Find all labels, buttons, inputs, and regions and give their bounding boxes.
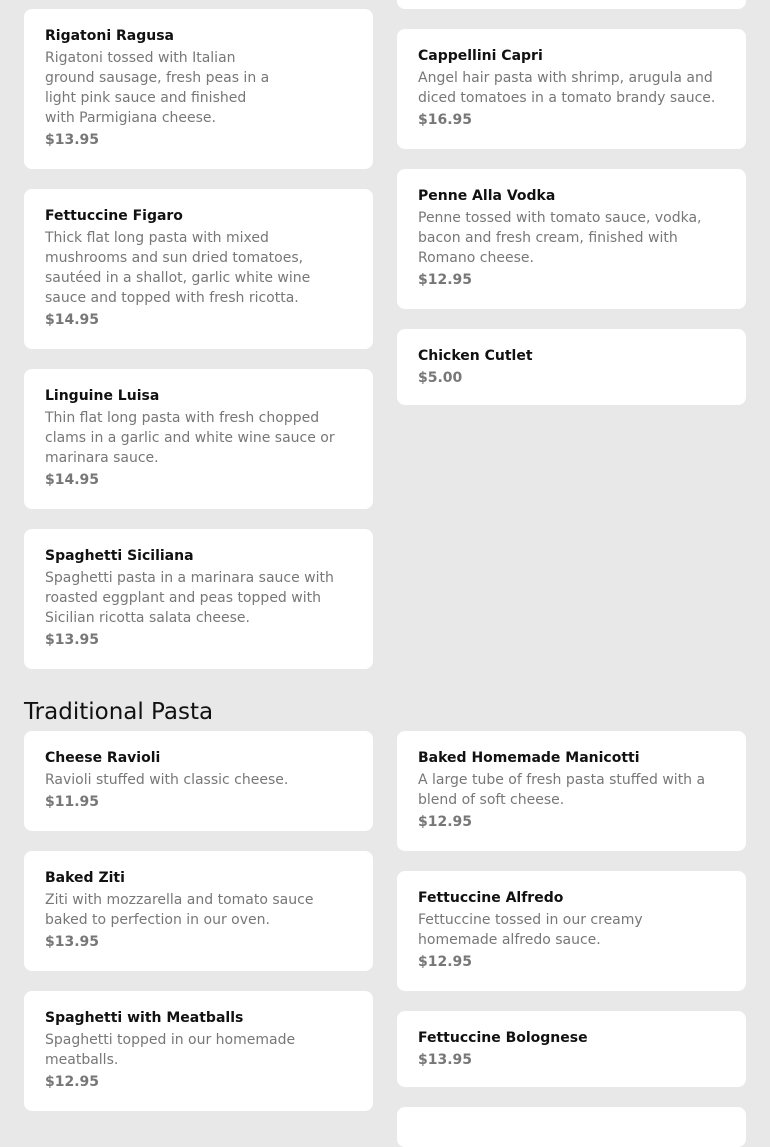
menu-item-card-partial[interactable]: [397, 1107, 746, 1147]
menu-item-description: Spaghetti pasta in a marinara sauce with roasted eggplant and peas topped with Sicilian ricotta salata cheese.: [45, 570, 334, 626]
menu-item-card[interactable]: [24, 529, 373, 669]
menu-item-description: Fettuccine tossed in our creamy homemade alfredo sauce.: [418, 912, 643, 948]
menu-item-card[interactable]: [24, 9, 373, 169]
menu-item-name: Rigatoni Ragusa: [45, 28, 174, 44]
menu-item-card[interactable]: [397, 329, 746, 405]
menu-item-price: $12.95: [418, 272, 473, 288]
menu-item-card[interactable]: [24, 991, 373, 1111]
menu-item-card[interactable]: [24, 731, 373, 831]
menu-item-name: Spaghetti Siciliana: [45, 548, 194, 564]
menu-item-price: $13.95: [418, 1052, 473, 1068]
menu-item-card[interactable]: [24, 189, 373, 349]
menu-item-description: A large tube of fresh pasta stuffed with a blend of soft cheese.: [418, 772, 706, 808]
menu-item-card[interactable]: [24, 851, 373, 971]
menu-item-name: Cappellini Capri: [418, 48, 543, 64]
menu-item-name: Chicken Cutlet: [418, 348, 533, 364]
menu-item-price: $13.95: [45, 632, 100, 648]
menu-item-card[interactable]: [397, 731, 746, 851]
menu-item-card-partial[interactable]: [397, 0, 746, 9]
menu-item-description: Ziti with mozzarella and tomato sauce baked to perfection in our oven.: [45, 892, 314, 928]
menu-item-name: Baked Homemade Manicotti: [418, 750, 640, 766]
menu-item-card[interactable]: [397, 29, 746, 149]
menu-item-name: Fettuccine Alfredo: [418, 890, 564, 906]
menu-item-name: Spaghetti with Meatballs: [45, 1010, 244, 1026]
menu-item-name: Baked Ziti: [45, 870, 125, 886]
menu-item-name: Linguine Luisa: [45, 388, 160, 404]
menu-item-price: $14.95: [45, 312, 100, 328]
menu-item-description: Spaghetti topped in our homemade meatballs.: [45, 1032, 296, 1068]
menu-item-price: $13.95: [45, 132, 100, 148]
menu-item-description: Thick flat long pasta with mixed mushrooms and sun dried tomatoes, sautéed in a shallot, garlic white wine sauce and topped with fresh ricotta.: [45, 230, 311, 306]
menu-item-price: $11.95: [45, 794, 100, 810]
menu-item-description: Angel hair pasta with shrimp, arugula and diced tomatoes in a tomato brandy sauce.: [418, 70, 716, 106]
menu-item-card[interactable]: [397, 1011, 746, 1087]
menu-item-name: Penne Alla Vodka: [418, 188, 556, 204]
menu-item-price: $16.95: [418, 112, 473, 128]
menu-item-description: Ravioli stuffed with classic cheese.: [45, 772, 289, 788]
menu-item-price: $13.95: [45, 934, 100, 950]
menu-item-price: $5.00: [418, 370, 463, 386]
menu-item-description: Penne tossed with tomato sauce, vodka, bacon and fresh cream, finished with Romano cheese.: [418, 210, 702, 266]
menu-item-description: Rigatoni tossed with Italian ground sausage, fresh peas in a light pink sauce and finished with Parmigiana cheese.: [45, 50, 270, 126]
menu-item-name: Fettuccine Bolognese: [418, 1030, 588, 1046]
menu-item-price: $12.95: [45, 1074, 100, 1090]
menu-item-description: Thin flat long pasta with fresh chopped clams in a garlic and white wine sauce or marinara sauce.: [45, 410, 335, 466]
section-title: Traditional Pasta: [24, 699, 214, 725]
menu-item-card[interactable]: [397, 871, 746, 991]
menu-item-name: Cheese Ravioli: [45, 750, 161, 766]
menu-item-card[interactable]: [24, 369, 373, 509]
menu-item-price: $12.95: [418, 814, 473, 830]
menu-item-card[interactable]: [397, 169, 746, 309]
menu-item-name: Fettuccine Figaro: [45, 208, 183, 224]
menu-item-price: $12.95: [418, 954, 473, 970]
menu-item-price: $14.95: [45, 472, 100, 488]
